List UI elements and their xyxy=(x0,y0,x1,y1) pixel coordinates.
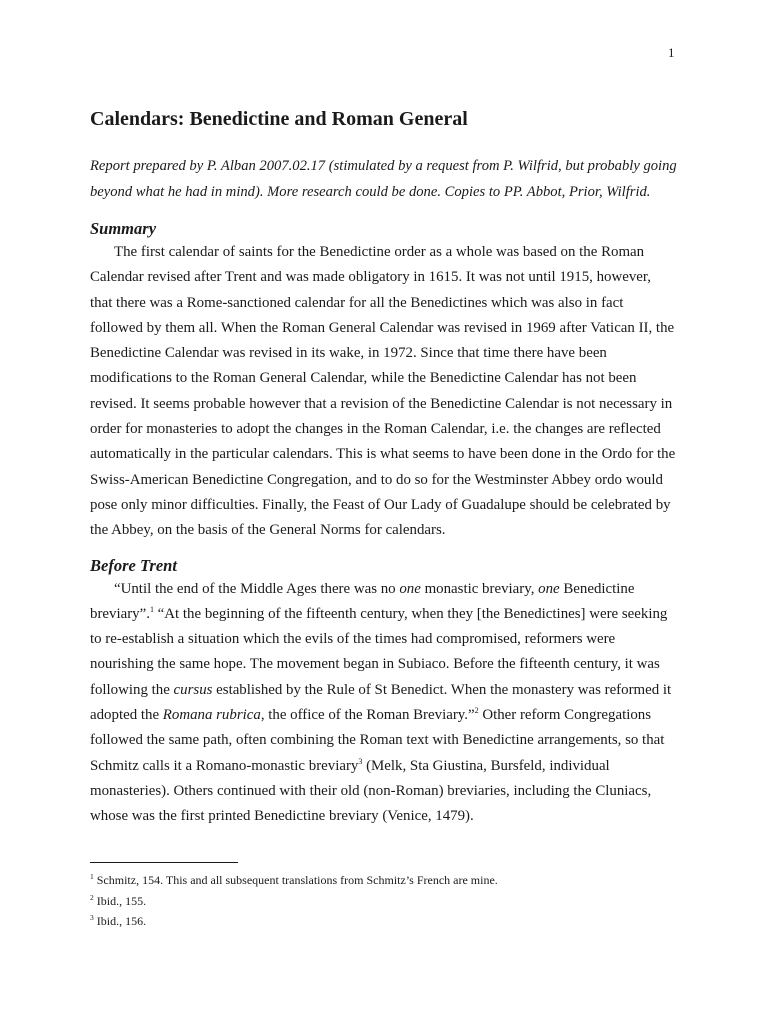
text-run: established by the Rule of St Benedict. When the monastery was reformed it adopted the xyxy=(90,681,672,724)
footnote-mark: 1 xyxy=(90,872,94,881)
text-run: “Until the end of the Middle Ages there was no xyxy=(114,580,400,597)
footnote-item xyxy=(90,911,680,932)
footnote-text: Ibid., 155. xyxy=(93,893,147,908)
footnote-ref-3[interactable]: 3 xyxy=(358,756,363,766)
emphasis-run: one xyxy=(538,580,560,597)
footnotes xyxy=(90,870,680,932)
footnote-mark: 2 xyxy=(90,892,94,902)
summary-heading: Summary xyxy=(90,219,157,238)
footnote-ref-2[interactable]: 2 xyxy=(474,706,479,716)
footnote-mark: 3 xyxy=(90,913,94,922)
footnote-text: Schmitz, 154. This and all subsequent translations from Schmitz’s French are mine. xyxy=(93,873,498,887)
text-run: monastic breviary, xyxy=(420,580,539,597)
emphasis-run: cursus xyxy=(173,681,213,698)
emphasis-run: Romana rubrica xyxy=(162,707,261,724)
text-run: , the office of the Roman Breviary.” xyxy=(260,707,475,724)
text-run: “At the beginning of the fifteenth century, when they [the Benedictines] were seeking to re-establish a situation which the evils of the times had compromised, reformers were nourishing the same hope. The movement began in Subiaco. Before the fifteenth century, it was following the xyxy=(90,605,668,698)
footnote-divider xyxy=(90,862,238,863)
before-trent-paragraph xyxy=(90,577,677,830)
summary-paragraph: The first calendar of saints for the Benedictine order as a whole was based on the Roman Calendar revised after Trent and was made obligatory in 1615. It was not until 1915, however, that there was a Rome-sanctioned calendar for all the Benedictines which was also in fact followed by them all. When the Roman General Calendar was revised in 1969 after Vatican II, the Benedictine Calendar was revised in its wake, in 1972. Since that time there have been modifications to the Roman General Calendar, while the Benedictine Calendar has not been revised. It seems probable however that a revision of the Benedictine Calendar is not necessary in order for monasteries to adopt the changes in the Roman Calendar, i.e. the changes are reflected automatically in the particular calendars. This is what seems to have been done in the Ordo for the Swiss-American Benedictine Congregation, and to do so for the Westminster Abbey ordo would pose only minor difficulties. Finally, the Feast of Our Lady of Guadalupe should be celebrated by the Abbey, on the basis of the General Norms for calendars. xyxy=(90,244,676,539)
text-run: (Melk, Sta Giustina, Bursfeld, individual monasteries). Others continued with their old (non-Roman) breviaries, including the Cluniacs, whose was the first printed Benedictine breviary (Venice, 1479). xyxy=(90,757,652,825)
text-run: Other reform Congregations followed the same path, often combining the Roman text with Benedictine arrangements, so that Schmitz calls it a Romano-monastic breviary xyxy=(90,707,665,774)
document-body xyxy=(90,106,677,830)
footnote-text: Ibid., 156. xyxy=(93,914,147,928)
footnote-ref-1[interactable]: 1 xyxy=(149,604,154,614)
footnote-item xyxy=(90,870,680,891)
report-meta: Report prepared by P. Alban 2007.02.17 (stimulated by a request from P. Wilfrid, but probably going beyond what he had in mind). More research could be done. Copies to PP. Abbot, Prior, Wilfrid. xyxy=(90,158,677,200)
text-run: Benedictine breviary”. xyxy=(90,580,635,622)
before-trent-heading: Before Trent xyxy=(90,555,177,575)
document-title: Calendars: Benedictine and Roman General xyxy=(90,108,468,130)
footnote-item xyxy=(90,891,680,912)
emphasis-run: one xyxy=(399,580,421,597)
page-number: 1 xyxy=(668,45,675,60)
